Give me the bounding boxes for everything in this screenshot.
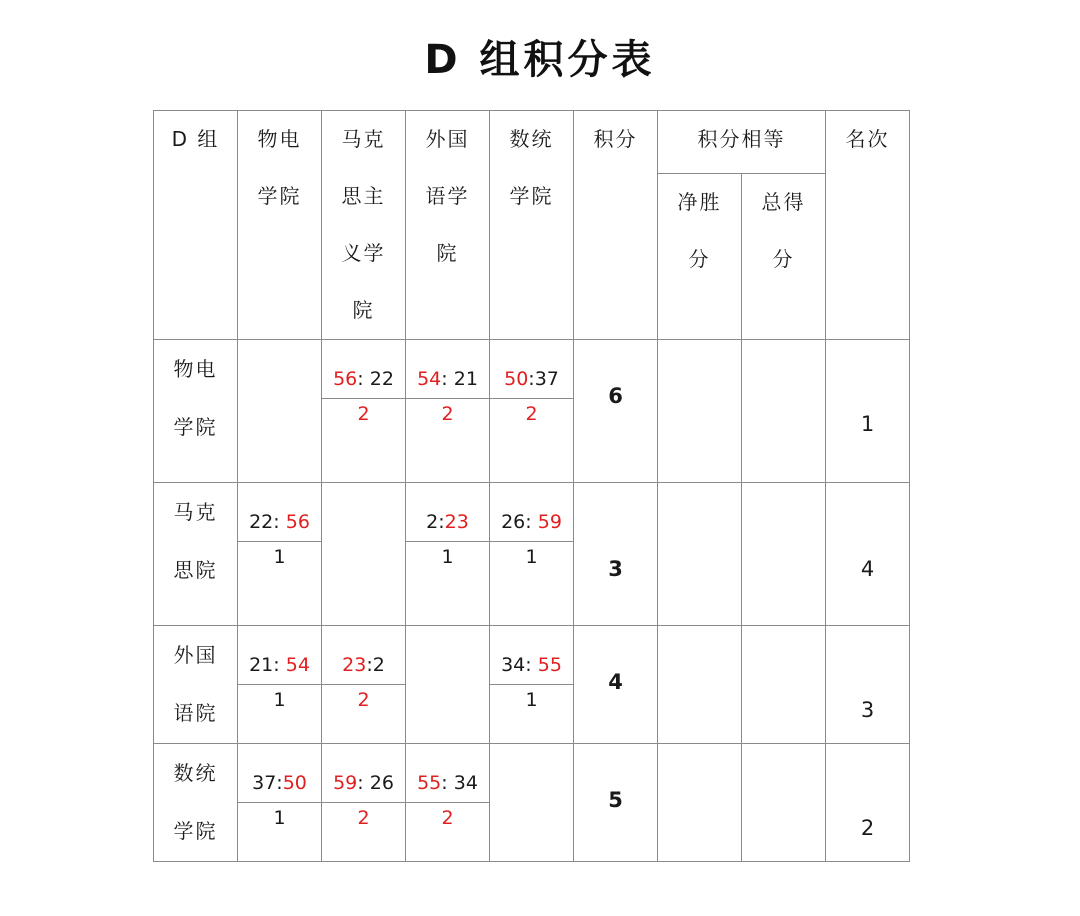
score-right: 54 xyxy=(279,654,310,676)
match-score xyxy=(238,646,321,685)
match-score xyxy=(238,503,321,542)
header-team-label-line: 学院 xyxy=(509,184,554,208)
row-rank-cell xyxy=(826,483,910,626)
score-sep: : xyxy=(273,654,280,676)
match-points: 1 xyxy=(441,546,454,568)
header-team-1 xyxy=(322,111,406,340)
match-score xyxy=(238,764,321,803)
total-score-cell xyxy=(742,626,826,744)
empty-cell xyxy=(322,483,406,626)
header-team-label-line: 马克 xyxy=(341,127,386,151)
match-points: 2 xyxy=(525,403,538,425)
total-score-cell xyxy=(742,340,826,483)
row-team-label-line: 学院 xyxy=(173,819,218,843)
score-left: 2 xyxy=(426,511,439,533)
row-rank: 3 xyxy=(860,698,875,722)
header-rank xyxy=(826,111,910,340)
header-team-label-line: 学院 xyxy=(257,184,302,208)
row-team-label xyxy=(154,744,237,860)
row-points-cell xyxy=(574,340,658,483)
match-points: 2 xyxy=(357,403,370,425)
match-score xyxy=(322,360,405,399)
tie-sub-line: 分 xyxy=(688,246,711,271)
match-cell xyxy=(490,483,574,626)
header-team-label-line: 院 xyxy=(436,241,459,265)
header-team-3 xyxy=(490,111,574,340)
header-team-label xyxy=(322,97,405,339)
header-tie-sub-1 xyxy=(742,173,826,339)
header-corner-text-line: D 组 xyxy=(171,127,220,151)
row-points: 3 xyxy=(608,557,623,581)
row-points-cell xyxy=(574,626,658,744)
total-score-cell xyxy=(742,483,826,626)
score-right: 34 xyxy=(447,772,478,794)
empty-cell xyxy=(490,744,574,862)
score-sep: : xyxy=(438,511,445,533)
table-row xyxy=(154,744,910,862)
score-left: 55 xyxy=(417,772,442,794)
score-sep: : xyxy=(276,772,283,794)
header-team-label-line: 院 xyxy=(352,298,375,322)
header-points-label-line: 积分 xyxy=(593,127,638,151)
match-points: 1 xyxy=(525,689,538,711)
match-score xyxy=(490,503,573,542)
row-points-cell xyxy=(574,483,658,626)
empty-cell xyxy=(406,626,490,744)
match-score xyxy=(406,503,489,542)
tie-sub-line: 净胜 xyxy=(677,189,722,214)
row-team-label xyxy=(154,626,237,742)
row-team-name xyxy=(154,626,238,744)
score-sep: : xyxy=(525,654,532,676)
score-left: 34 xyxy=(501,654,526,676)
tie-sub-line: 总得 xyxy=(761,189,806,214)
match-points: 1 xyxy=(525,546,538,568)
header-team-label xyxy=(406,97,489,282)
header-tie-label-line: 积分相等 xyxy=(697,127,786,151)
net-diff-cell xyxy=(658,744,742,862)
score-sep: : xyxy=(441,368,448,390)
row-team-label-line: 语院 xyxy=(173,701,218,725)
match-points: 2 xyxy=(441,403,454,425)
score-right: 26 xyxy=(363,772,394,794)
match-cell xyxy=(322,744,406,862)
score-right: 22 xyxy=(363,368,394,390)
match-cell xyxy=(238,483,322,626)
score-right: 23 xyxy=(444,511,469,533)
score-right: 50 xyxy=(282,772,307,794)
empty-cell xyxy=(238,340,322,483)
total-score-cell xyxy=(742,744,826,862)
net-diff-cell xyxy=(658,340,742,483)
row-rank: 4 xyxy=(860,557,875,581)
row-rank-cell xyxy=(826,340,910,483)
match-points: 1 xyxy=(273,689,286,711)
header-rank-label xyxy=(826,97,909,168)
row-rank-cell xyxy=(826,744,910,862)
score-sep: : xyxy=(525,511,532,533)
header-team-label-line: 物电 xyxy=(257,127,302,151)
score-right: 37 xyxy=(534,368,559,390)
row-points-cell xyxy=(574,744,658,862)
match-cell xyxy=(238,626,322,744)
header-team-label-line: 思主 xyxy=(341,184,386,208)
table-row xyxy=(154,626,910,744)
header-corner xyxy=(154,111,238,340)
score-left: 56 xyxy=(333,368,358,390)
score-left: 26 xyxy=(501,511,526,533)
match-points: 2 xyxy=(357,689,370,711)
row-team-label-line: 马克 xyxy=(173,500,218,524)
tie-sub-line: 分 xyxy=(772,246,795,271)
score-sep: : xyxy=(528,368,535,390)
row-team-name xyxy=(154,340,238,483)
score-left: 21 xyxy=(249,654,274,676)
row-team-label-line: 物电 xyxy=(173,357,218,381)
match-cell xyxy=(322,626,406,744)
score-left: 50 xyxy=(504,368,529,390)
match-score xyxy=(406,360,489,399)
match-score xyxy=(490,360,573,399)
header-team-label-line: 数统 xyxy=(509,127,554,151)
match-cell xyxy=(490,340,574,483)
row-rank: 2 xyxy=(860,816,875,840)
row-rank: 1 xyxy=(860,412,875,436)
page-title: D 组积分表 xyxy=(424,37,656,83)
score-left: 22 xyxy=(249,511,274,533)
score-right: 2 xyxy=(372,654,385,676)
match-points: 1 xyxy=(273,546,286,568)
row-rank-cell xyxy=(826,626,910,744)
header-row xyxy=(154,111,910,174)
row-team-label-line: 思院 xyxy=(173,558,218,582)
score-sep: : xyxy=(357,772,364,794)
header-team-label-line: 义学 xyxy=(341,241,386,265)
match-score xyxy=(322,646,405,685)
match-score xyxy=(406,764,489,803)
match-cell xyxy=(490,626,574,744)
table-row xyxy=(154,340,910,483)
score-left: 54 xyxy=(417,368,442,390)
header-team-label xyxy=(490,97,573,225)
header-tie xyxy=(658,111,826,174)
row-team-label xyxy=(154,483,237,599)
header-team-2 xyxy=(406,111,490,340)
row-team-name xyxy=(154,744,238,862)
row-points: 5 xyxy=(608,788,623,812)
score-right: 59 xyxy=(531,511,562,533)
tie-sub-label xyxy=(742,174,825,288)
match-cell xyxy=(406,483,490,626)
row-points: 6 xyxy=(608,384,623,408)
score-sep: : xyxy=(366,654,373,676)
row-team-label xyxy=(154,340,237,456)
header-corner-text xyxy=(154,97,237,168)
table-row xyxy=(154,483,910,626)
header-tie-label xyxy=(658,97,825,168)
header-points xyxy=(574,111,658,340)
match-cell xyxy=(238,744,322,862)
score-right: 21 xyxy=(447,368,478,390)
net-diff-cell xyxy=(658,626,742,744)
match-points: 2 xyxy=(357,807,370,829)
row-team-name xyxy=(154,483,238,626)
row-team-label-line: 学院 xyxy=(173,415,218,439)
row-points: 4 xyxy=(608,670,623,694)
score-sep: : xyxy=(357,368,364,390)
match-score xyxy=(490,646,573,685)
score-left: 59 xyxy=(333,772,358,794)
score-left: 23 xyxy=(342,654,367,676)
net-diff-cell xyxy=(658,483,742,626)
score-right: 55 xyxy=(531,654,562,676)
standings-table xyxy=(153,110,910,862)
match-cell xyxy=(406,340,490,483)
header-team-0 xyxy=(238,111,322,340)
score-right: 56 xyxy=(279,511,310,533)
score-sep: : xyxy=(441,772,448,794)
header-rank-label-line: 名次 xyxy=(845,127,890,151)
match-score xyxy=(322,764,405,803)
score-sep: : xyxy=(273,511,280,533)
header-team-label-line: 外国 xyxy=(425,127,470,151)
match-cell xyxy=(406,744,490,862)
header-team-label xyxy=(238,97,321,225)
row-team-label-line: 数统 xyxy=(173,761,218,785)
row-team-label-line: 外国 xyxy=(173,643,218,667)
header-tie-sub-0 xyxy=(658,173,742,339)
header-points-label xyxy=(574,97,657,168)
match-points: 1 xyxy=(273,807,286,829)
score-left: 37 xyxy=(252,772,277,794)
match-points: 2 xyxy=(441,807,454,829)
header-team-label-line: 语学 xyxy=(425,184,470,208)
match-cell xyxy=(322,340,406,483)
tie-sub-label xyxy=(658,174,741,288)
